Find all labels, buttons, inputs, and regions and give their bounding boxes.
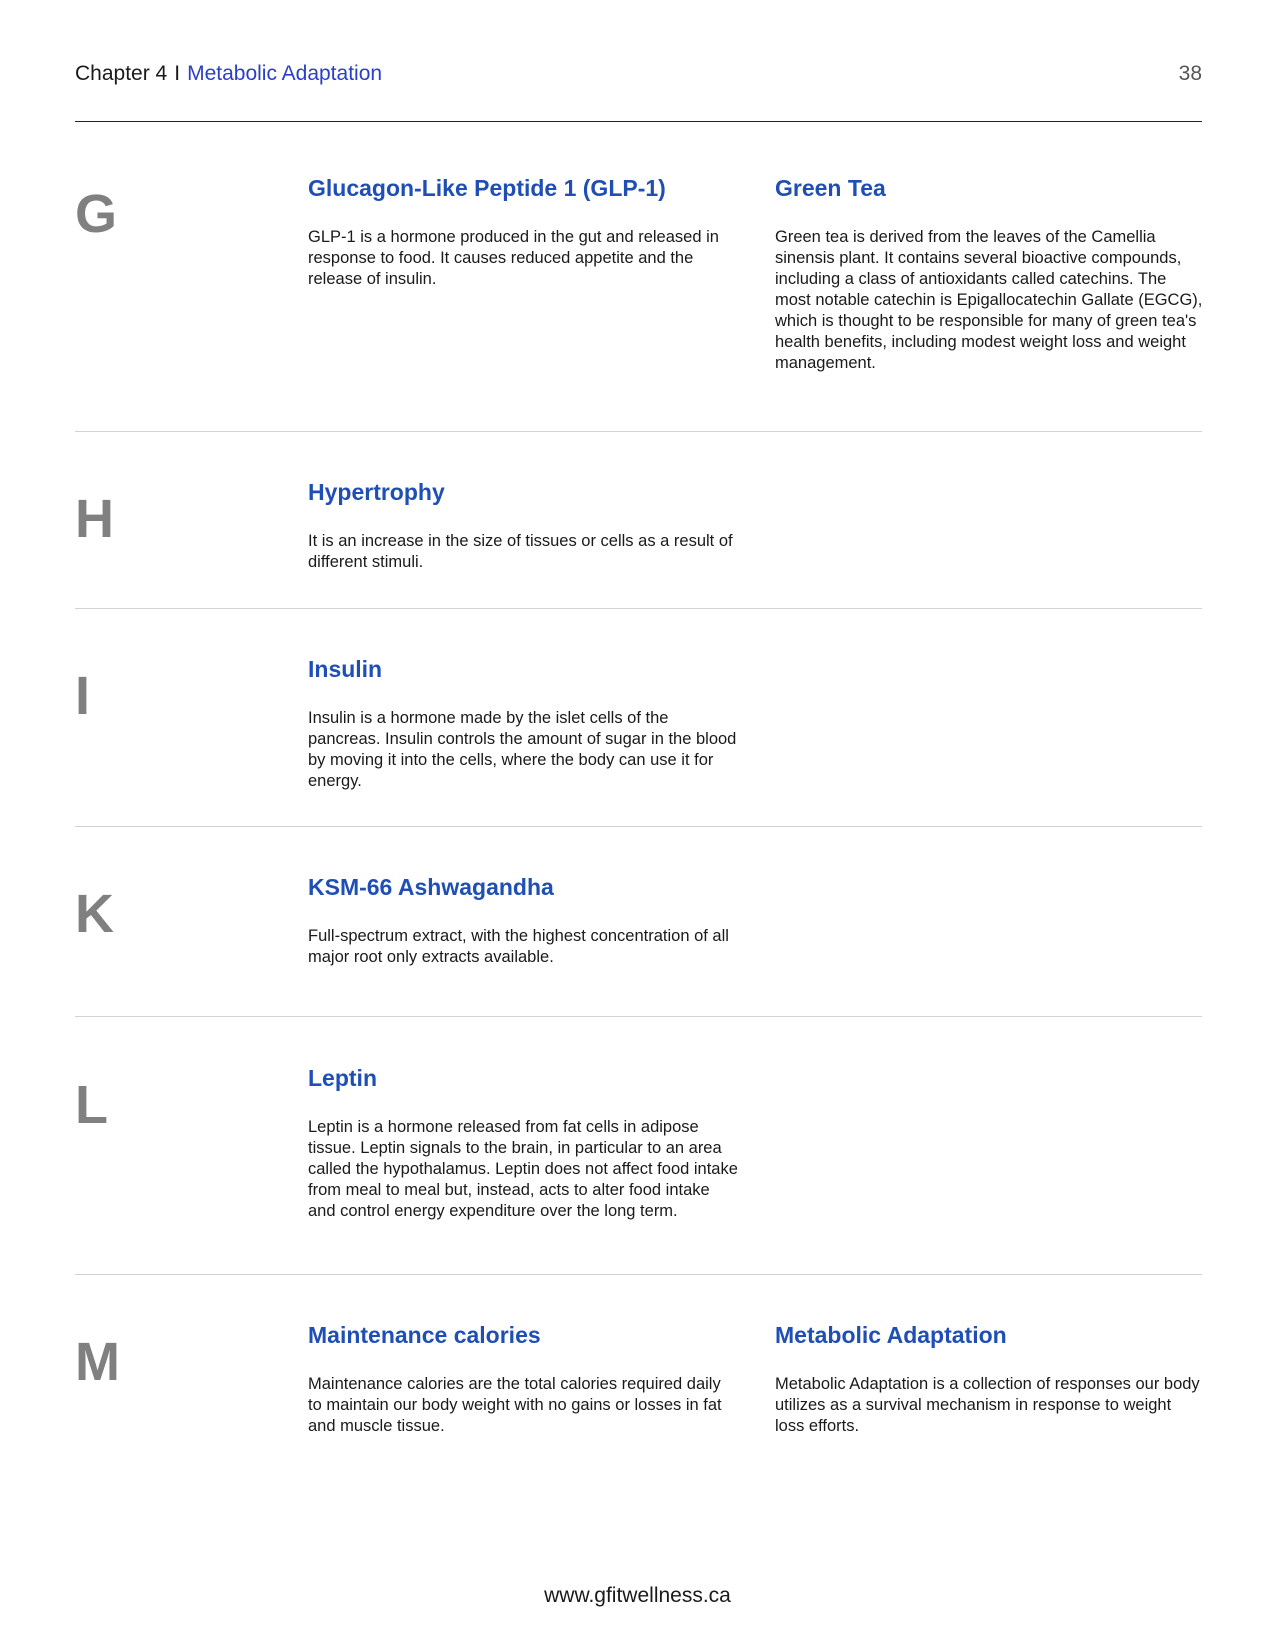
glossary-section-g — [75, 175, 1202, 405]
glossary-section-m — [75, 1322, 1202, 1462]
term-title: Insulin — [308, 656, 383, 682]
glossary-section-l — [75, 1065, 1202, 1245]
term-definition: Metabolic Adaptation is a collection of responses our body utilizes as a survival mechanism in response to weight loss efforts. — [775, 1374, 1200, 1435]
term-title: Glucagon-Like Peptide 1 (GLP-1) — [308, 175, 666, 201]
term-definition: Maintenance calories are the total calories required daily to maintain our body weight with no gains or losses in fat and muscle tissue. — [308, 1374, 722, 1435]
section-letter: I — [75, 666, 91, 726]
chapter-label: Chapter 4 — [75, 62, 168, 85]
glossary-term — [775, 175, 1205, 374]
term-definition: It is an increase in the size of tissues or cells as a result of different stimuli. — [308, 531, 733, 571]
page-number: 38 — [1178, 62, 1202, 85]
glossary-term — [308, 656, 738, 792]
page-header — [75, 62, 1202, 92]
section-divider — [75, 431, 1202, 432]
header-rule — [75, 121, 1202, 122]
chapter-heading — [75, 62, 382, 86]
term-title: Metabolic Adaptation — [775, 1322, 1007, 1348]
term-definition: GLP-1 is a hormone produced in the gut and released in response to food. It causes reduced appetite and the release of insulin. — [308, 227, 719, 288]
term-definition: Leptin is a hormone released from fat cells in adipose tissue. Leptin signals to the brain, in particular to an area called the hypothalamus. Leptin does not affect food intake from meal to meal but, instead, acts to alter food intake and control energy expenditure over the long term. — [308, 1117, 738, 1220]
term-title: Leptin — [308, 1065, 377, 1091]
glossary-section-i — [75, 656, 1202, 806]
section-divider — [75, 1016, 1202, 1017]
glossary-section-h — [75, 479, 1202, 599]
section-letter: M — [75, 1332, 120, 1392]
glossary-term — [308, 1322, 738, 1437]
term-definition: Insulin is a hormone made by the islet cells of the pancreas. Insulin controls the amount of sugar in the blood by moving it into the cells, where the body can use it for energy. — [308, 708, 737, 790]
term-definition: Full-spectrum extract, with the highest concentration of all major root only extracts available. — [308, 926, 729, 966]
section-divider — [75, 826, 1202, 827]
glossary-term — [308, 874, 738, 968]
chapter-separator: I — [174, 62, 181, 85]
term-definition: Green tea is derived from the leaves of the Camellia sinensis plant. It contains several bioactive compounds, including a class of antioxidants called catechins. The most notable catechin is Epigallocatechin Gallate (EGCG), which is thought to be responsible for many of green tea's health benefits, including modest weight loss and weight management. — [775, 227, 1203, 372]
glossary-term — [308, 479, 738, 573]
glossary-term — [775, 1322, 1205, 1437]
term-title: Green Tea — [775, 175, 886, 201]
glossary-term — [308, 1065, 738, 1222]
chapter-title: Metabolic Adaptation — [187, 62, 383, 85]
term-title: Hypertrophy — [308, 479, 445, 505]
term-title: Maintenance calories — [308, 1322, 541, 1348]
section-letter: G — [75, 184, 118, 244]
term-title: KSM-66 Ashwagandha — [308, 874, 554, 900]
section-letter: H — [75, 489, 114, 549]
section-letter: L — [75, 1075, 108, 1135]
glossary-section-k — [75, 874, 1202, 1004]
section-divider — [75, 608, 1202, 609]
section-divider — [75, 1274, 1202, 1275]
glossary-term — [308, 175, 738, 290]
section-letter: K — [75, 884, 114, 944]
footer-website-url: www.gfitwellness.ca — [544, 1584, 731, 1607]
